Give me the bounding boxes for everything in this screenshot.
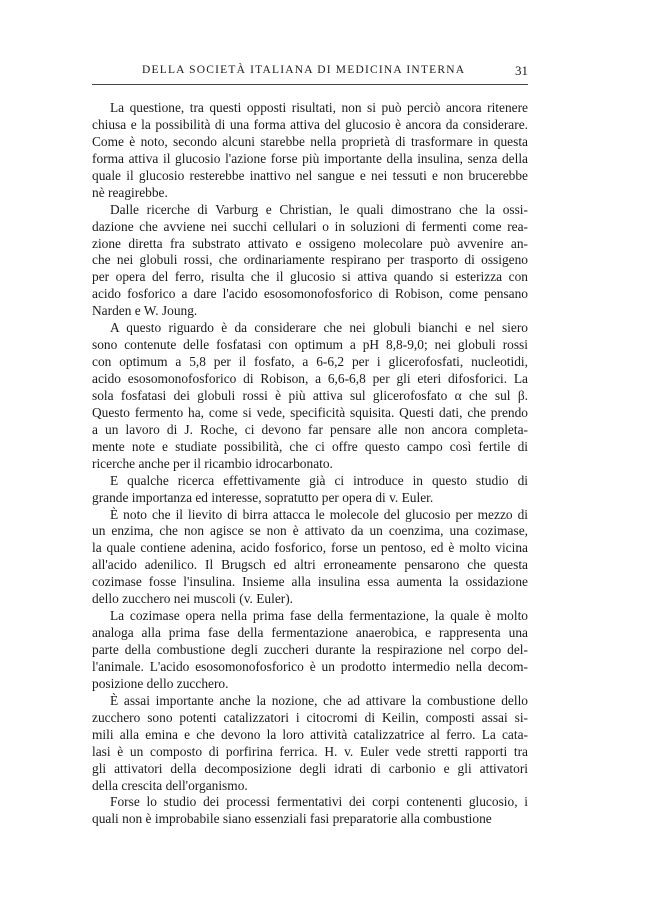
text-line: lasi è un composto di porfirina ferrica. H. v. Euler vede stretti rapporti tra [92, 743, 528, 759]
text-line: dello zucchero nei muscoli (v. Euler). [92, 591, 294, 607]
text-line: grande importanza ed interesse, sopratutto per opera di v. Euler. [92, 489, 434, 505]
paragraph [92, 794, 528, 828]
text-line: acido esosomonofosforico di Robison, a 6,6-6,8 per gli eteri difosforici. La [92, 371, 528, 386]
paragraph [92, 693, 528, 795]
paragraph [92, 473, 528, 507]
text-line: Forse lo studio dei processi fermentativi dei corpi contenenti glucosio, i [110, 794, 528, 810]
text-line: all'acido adenilico. Il Brugsch ed altri erroneamente pensarono che questa [92, 557, 528, 573]
text-line: quale il glucosio resterebbe inattivo nel sangue e nei tessuti e non brucerebbe [92, 167, 528, 183]
text-line: E qualche ricerca effettivamente già ci introduce in questo studio di [110, 472, 528, 488]
running-header [92, 64, 528, 82]
paragraph [92, 507, 528, 609]
text-line: zucchero sono potenti catalizzatori i citocromi di Keilin, composti assai si- [92, 709, 528, 725]
text-line: mili alla emina e che devono la loro attività catalizzatrice al ferro. La cata- [92, 726, 528, 742]
text-line: mente note e studiate possibilità, che ci offre questo campo così fertile di [92, 438, 528, 454]
text-line: zione diretta fra substrato attivato e ossigeno molecolare può avvenire an- [92, 235, 528, 251]
text-line: Questo fermento ha, come si vede, specificità squisita. Questi dati, che prendo [92, 404, 528, 420]
header-divider [92, 84, 528, 85]
text-line: con optimum a 5,8 per il fosfato, a 6-6,2 per i glicerofosfati, nucleotidi, [92, 354, 528, 370]
text-line: Come è noto, secondo alcuni starebbe nella proprietà di trasformare in questa [92, 133, 528, 149]
text-line: acido fosforico a dare l'acido esosomonofosforico di Robison, come pensano [92, 286, 528, 302]
text-line: La questione, tra questi opposti risultati, non si può perciò ancora ritenere [110, 100, 528, 115]
text-line: Dalle ricerche di Varburg e Christian, le quali dimostrano che la ossi- [110, 201, 528, 217]
text-line: È noto che il lievito di birra attacca le molecole del glucosio per mezzo di [110, 506, 528, 522]
text-line: sono contenute delle fosfatasi con optimum a pH 8,8-9,0; nei globuli rossi [92, 337, 528, 353]
running-head-title: DELLA SOCIETÀ ITALIANA DI MEDICINA INTERNA [142, 64, 466, 76]
text-line: chiusa e la possibilità di una forma attiva del glucosio è ancora da considerare. [92, 116, 528, 132]
text-line: che nei globuli rossi, che ordinariamente respirano per trasporto di ossigeno [92, 252, 528, 268]
text-line: Narden e W. Joung. [92, 303, 198, 319]
text-line: posizione dello zucchero. [92, 675, 229, 691]
text-line: ricerche anche per il ricambio idrocarbonato. [92, 455, 333, 471]
text-line: quali non è improbabile siano essenziali fasi preparatorie alla combustione [92, 811, 492, 827]
paragraph [92, 100, 528, 202]
text-line: cozimase fosse l'insulina. Insieme alla insulina essa aumenta la ossidazione [92, 574, 528, 590]
text-line: analoga alla prima fase della fermentazione anaerobica, e rappresenta una [92, 625, 528, 641]
text-line: dazione che avviene nei succhi cellulari o in soluzioni di fermenti come rea- [92, 218, 528, 234]
text-line: forma attiva il glucosio l'azione forse più importante della insulina, senza della [92, 150, 528, 166]
text-line: della crescita dell'organismo. [92, 777, 248, 793]
text-line: nè reagirebbe. [92, 184, 168, 200]
paragraph [92, 202, 528, 321]
text-line: un enzima, che non agisce se non è attivato da un coenzima, una cozimase, [92, 523, 528, 539]
page-number: 31 [515, 63, 528, 78]
text-line: per opera del ferro, risulta che il glucosio si attiva quando si esterizza con [92, 269, 528, 285]
text-line: la quale contiene adenina, acido fosforico, forse un pentoso, ed è molto vicina [92, 540, 528, 556]
body-text [92, 100, 528, 828]
text-line: parte della combustione degli zuccheri durante la respirazione nel corpo del- [92, 642, 528, 657]
text-line: sola fosfatasi dei globuli rossi è più attiva sul glicerofosfato α che sul β. [92, 387, 528, 403]
text-line: l'animale. L'acido esosomonofosforico è un prodotto intermedio nella decom- [92, 658, 528, 674]
text-line: gli attivatori della decomposizione degli idrati di carbonio e gli attivatori [92, 760, 528, 776]
paragraph [92, 320, 528, 472]
text-line: A questo riguardo è da considerare che nei globuli bianchi e nel siero [110, 320, 528, 336]
text-line: La cozimase opera nella prima fase della fermentazione, la quale è molto [110, 608, 528, 624]
paragraph [92, 608, 528, 693]
text-line: È assai importante anche la nozione, che ad attivare la combustione dello [110, 692, 528, 708]
text-line: a un lavoro di J. Roche, ci devono far pensare alle non ancora completa- [92, 421, 528, 437]
